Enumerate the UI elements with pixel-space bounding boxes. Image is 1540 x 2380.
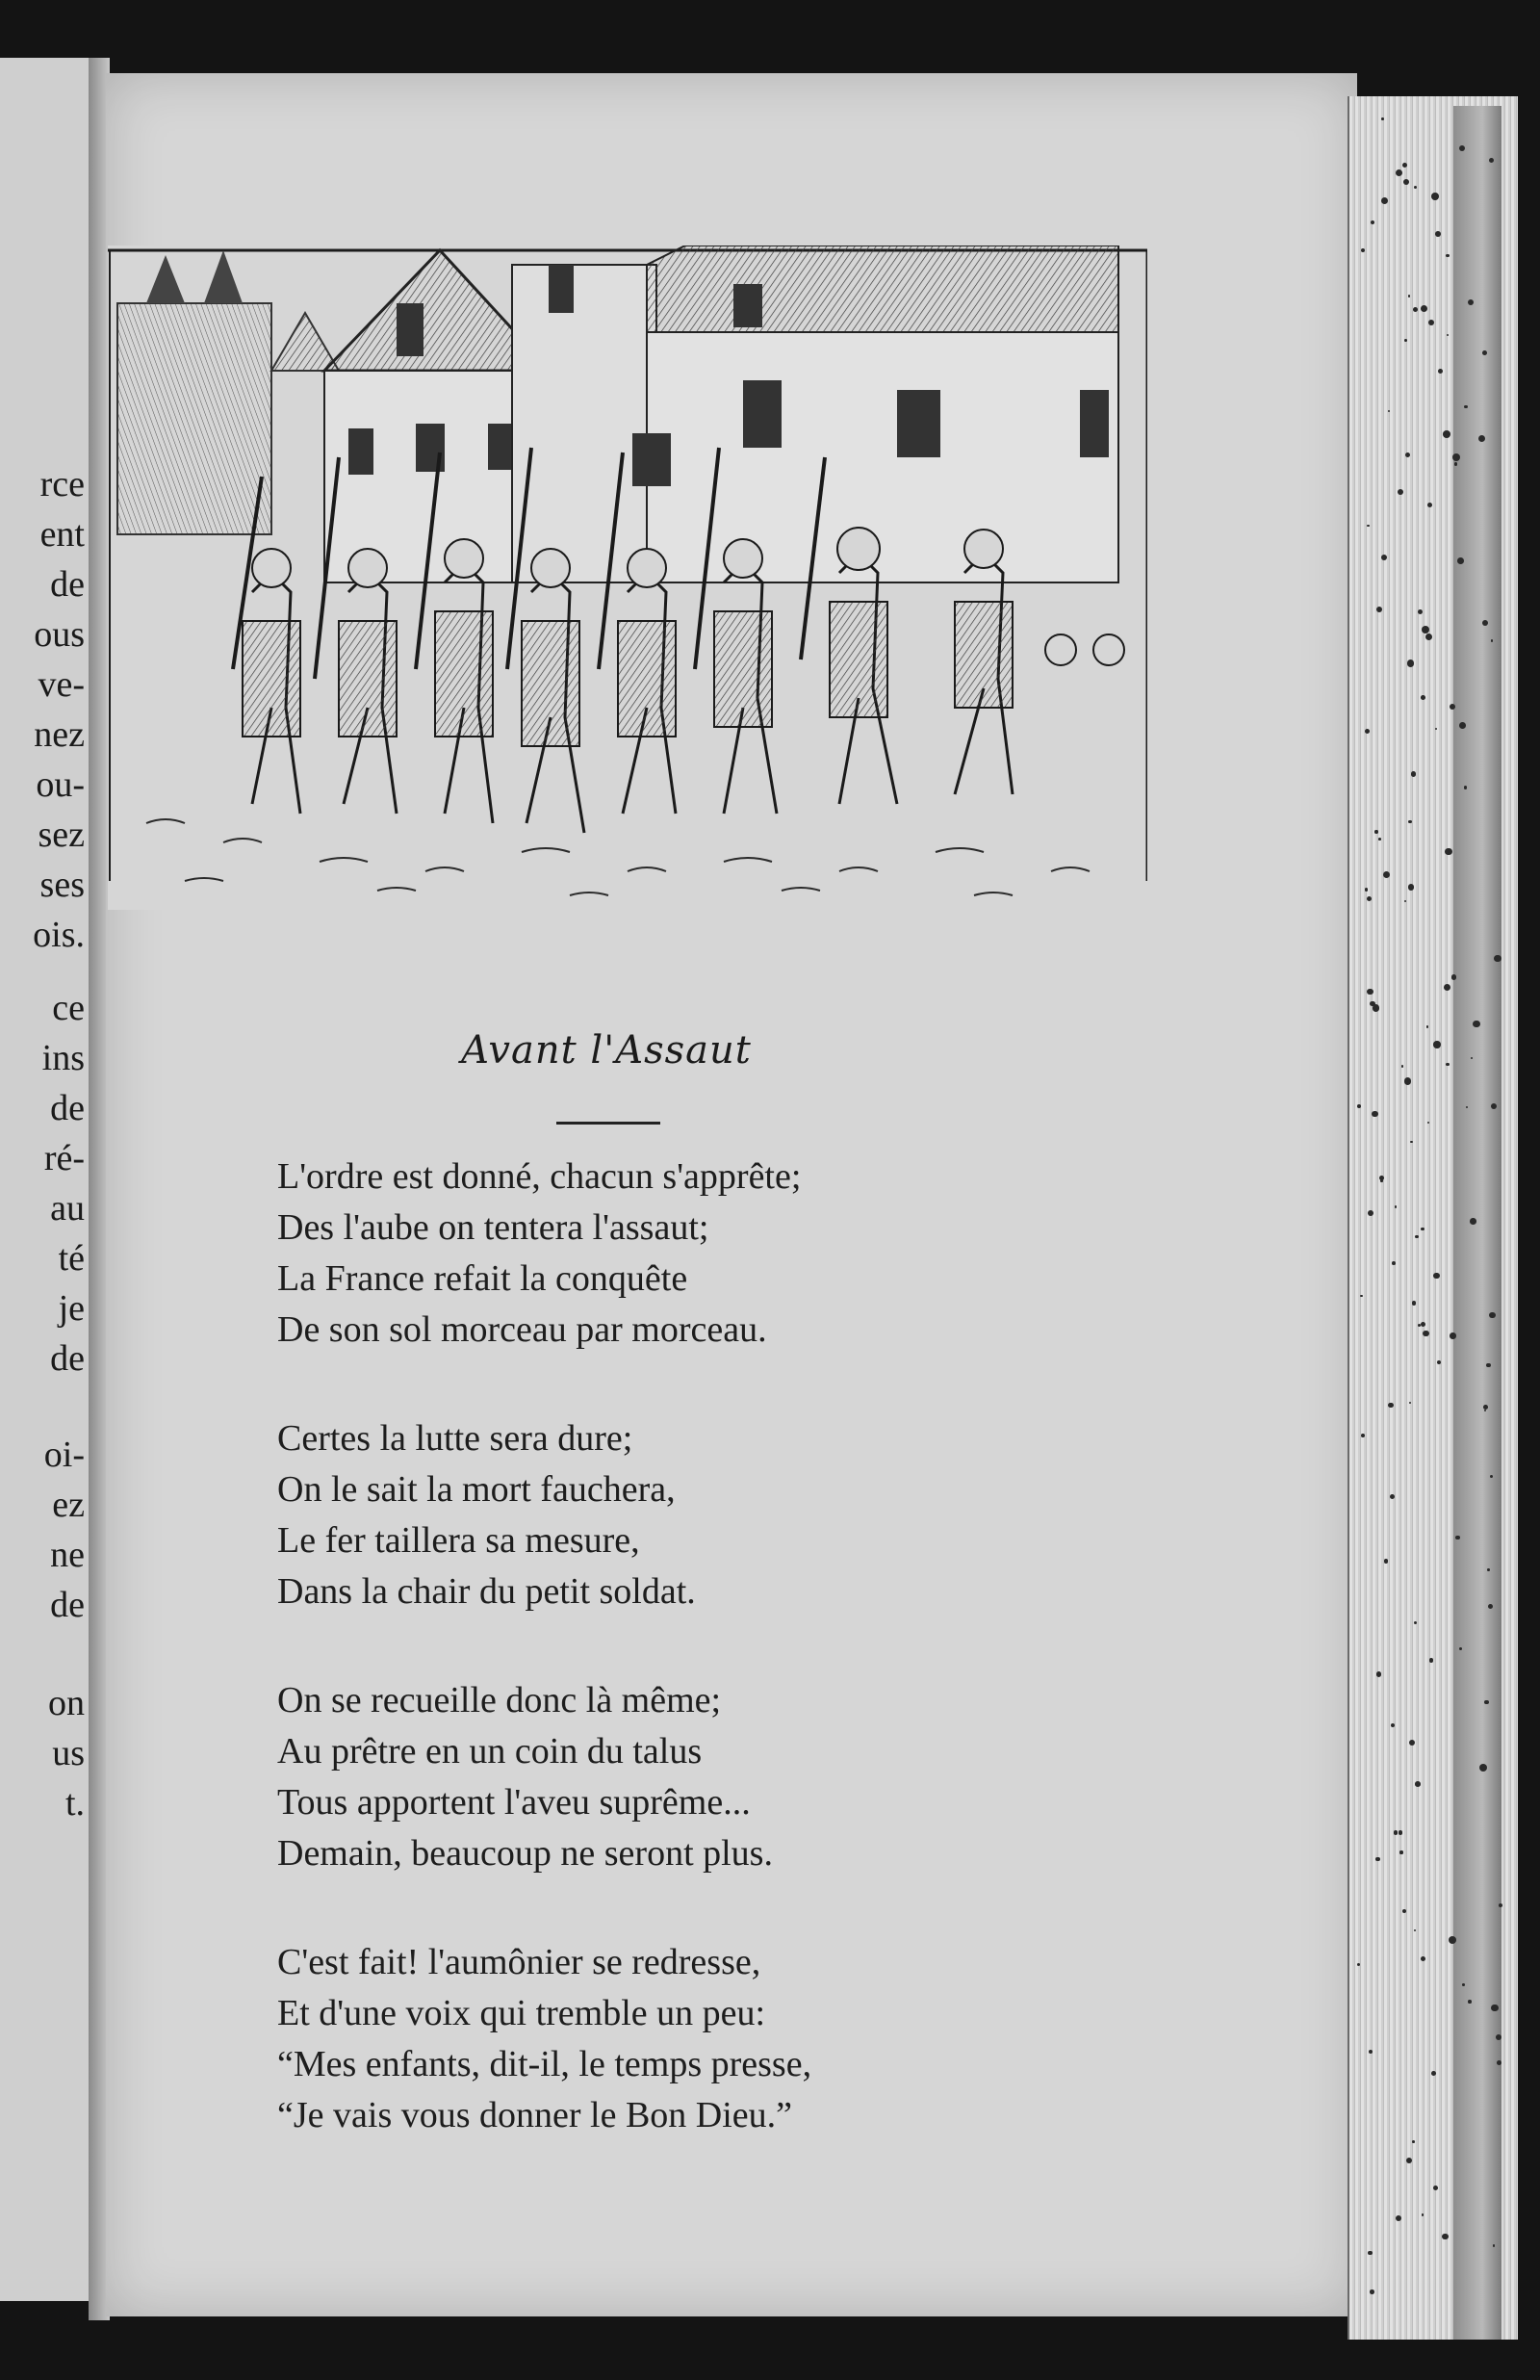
left-fragment: on	[48, 1683, 85, 1723]
left-fragment: sez	[38, 815, 85, 855]
poem-line: Des l'aube on tentera l'assaut;	[277, 1207, 709, 1248]
left-fragment: de	[50, 564, 85, 605]
speck	[1454, 462, 1457, 465]
left-fragment: ou-	[36, 764, 85, 805]
speck	[1421, 1228, 1424, 1230]
speck	[1447, 334, 1449, 336]
speck	[1415, 1235, 1419, 1239]
speck	[1409, 1402, 1411, 1404]
speck	[1423, 1331, 1428, 1336]
speck	[1381, 117, 1384, 120]
speck	[1471, 1057, 1473, 1059]
left-fragment: ent	[39, 514, 85, 555]
poem-line: Dans la chair du petit soldat.	[277, 1571, 696, 1612]
poem-line: Demain, beaucoup ne seront plus.	[277, 1833, 773, 1874]
speck	[1457, 557, 1464, 564]
poem-line: De son sol morceau par morceau.	[277, 1309, 767, 1350]
speck	[1422, 626, 1429, 634]
left-fragment: oi-	[43, 1435, 85, 1475]
left-fragment: ne	[50, 1535, 85, 1575]
poem-line: L'ordre est donné, chacun s'apprête;	[277, 1156, 802, 1197]
speck	[1379, 1176, 1384, 1180]
speck	[1455, 1536, 1459, 1539]
speck	[1360, 1295, 1362, 1297]
speck	[1442, 2234, 1448, 2239]
left-fragment: ez	[52, 1485, 85, 1525]
poem-line: Certes la lutte sera dure;	[277, 1418, 633, 1459]
speck	[1433, 1273, 1439, 1279]
speck	[1409, 1740, 1415, 1746]
speck	[1410, 1141, 1412, 1143]
poem-line: On le sait la mort fauchera,	[277, 1469, 676, 1510]
poem-line: Le fer taillera sa mesure,	[277, 1520, 640, 1561]
left-fragment: us	[52, 1733, 85, 1773]
left-fragment: ous	[34, 614, 85, 655]
speck	[1451, 974, 1456, 979]
poem-line: “Je vais vous donner le Bon Dieu.”	[277, 2095, 793, 2135]
speck	[1482, 350, 1487, 355]
speck	[1494, 955, 1501, 962]
speck	[1429, 1658, 1433, 1662]
left-fragment: ins	[41, 1038, 85, 1078]
speck	[1380, 1179, 1383, 1182]
speck	[1421, 1956, 1425, 1961]
left-fragment: de	[50, 1585, 85, 1625]
speck	[1497, 2060, 1502, 2065]
poem-line: On se recueille donc là même;	[277, 1680, 722, 1720]
speck	[1367, 896, 1372, 901]
poem-line: “Mes enfants, dit-il, le temps presse,	[277, 2044, 812, 2084]
speck	[1388, 410, 1391, 413]
speck	[1418, 609, 1423, 614]
left-fragment: au	[50, 1188, 85, 1229]
speck	[1374, 830, 1377, 833]
speck	[1468, 299, 1474, 305]
title-rule	[556, 1122, 660, 1125]
poem-line: La France refait la conquête	[277, 1258, 688, 1299]
speck	[1404, 339, 1407, 342]
speck	[1459, 145, 1465, 151]
speck	[1415, 1781, 1421, 1787]
speck	[1433, 1041, 1440, 1048]
speck	[1428, 320, 1434, 325]
speck	[1384, 1559, 1388, 1563]
speck	[1395, 1205, 1397, 1207]
left-fragment: ve-	[38, 664, 85, 705]
speck	[1369, 2050, 1373, 2054]
poem-line: Tous apportent l'aveu suprême...	[277, 1782, 751, 1823]
speck	[1468, 2000, 1472, 2004]
stanza-2	[277, 1413, 696, 1617]
speck	[1431, 2071, 1436, 2076]
speck	[1443, 430, 1450, 438]
left-fragment: té	[58, 1238, 85, 1279]
speck	[1464, 405, 1467, 408]
speck	[1487, 1568, 1490, 1571]
stanza-3	[277, 1675, 773, 1879]
speck	[1493, 2244, 1495, 2246]
speck	[1499, 1903, 1502, 1907]
speck	[1399, 1830, 1402, 1834]
left-fragment: ses	[39, 865, 85, 905]
speck	[1459, 1647, 1462, 1650]
stanza-1	[277, 1151, 801, 1356]
left-facing-page	[0, 58, 90, 2301]
speck	[1357, 1104, 1361, 1108]
speck	[1412, 2140, 1415, 2143]
speck	[1367, 989, 1373, 996]
soldiers-illustration	[108, 246, 1147, 910]
speck	[1435, 231, 1441, 237]
left-fragment: ois.	[33, 915, 85, 955]
speck	[1408, 820, 1412, 824]
speck	[1396, 169, 1402, 176]
speck	[1470, 1218, 1476, 1225]
speck	[1383, 871, 1390, 878]
poem-line: Au prêtre en un coin du talus	[277, 1731, 703, 1772]
left-fragment: t.	[64, 1783, 85, 1824]
speck	[1375, 1857, 1380, 1862]
speck	[1450, 1332, 1455, 1338]
left-fragment: de	[50, 1338, 85, 1379]
speck	[1365, 888, 1368, 891]
left-fragment: de	[50, 1088, 85, 1128]
speck	[1483, 1405, 1488, 1410]
stanza-4	[277, 1937, 811, 2141]
poem-line: Et d'une voix qui tremble un peu:	[277, 1993, 766, 2033]
speck	[1488, 1604, 1493, 1609]
speck	[1401, 1065, 1404, 1068]
speck	[1412, 1301, 1417, 1306]
speck	[1421, 695, 1425, 700]
speck	[1372, 1111, 1377, 1117]
left-fragment: je	[58, 1288, 85, 1329]
left-fragment: ré-	[43, 1138, 85, 1178]
speck	[1422, 2213, 1424, 2216]
speck	[1431, 193, 1439, 200]
speck	[1404, 900, 1406, 902]
speck	[1414, 186, 1417, 189]
speck	[1361, 1434, 1365, 1437]
speck	[1376, 1671, 1382, 1677]
poem-line: C'est fait! l'aumônier se redresse,	[277, 1942, 761, 1982]
speck	[1408, 884, 1415, 891]
speck	[1399, 1850, 1402, 1853]
soldiers-marching-village-engraving-icon	[108, 246, 1147, 910]
left-fragment: ce	[52, 988, 85, 1028]
speck	[1421, 305, 1427, 312]
speck	[1373, 1004, 1379, 1011]
speck	[1391, 1723, 1395, 1727]
speck	[1490, 1475, 1493, 1478]
left-fragment: nez	[34, 714, 85, 755]
speck	[1407, 660, 1414, 666]
left-fragment: rce	[39, 464, 85, 504]
speck	[1459, 722, 1466, 729]
poem-title: Avant l'Assaut	[461, 1028, 752, 1073]
